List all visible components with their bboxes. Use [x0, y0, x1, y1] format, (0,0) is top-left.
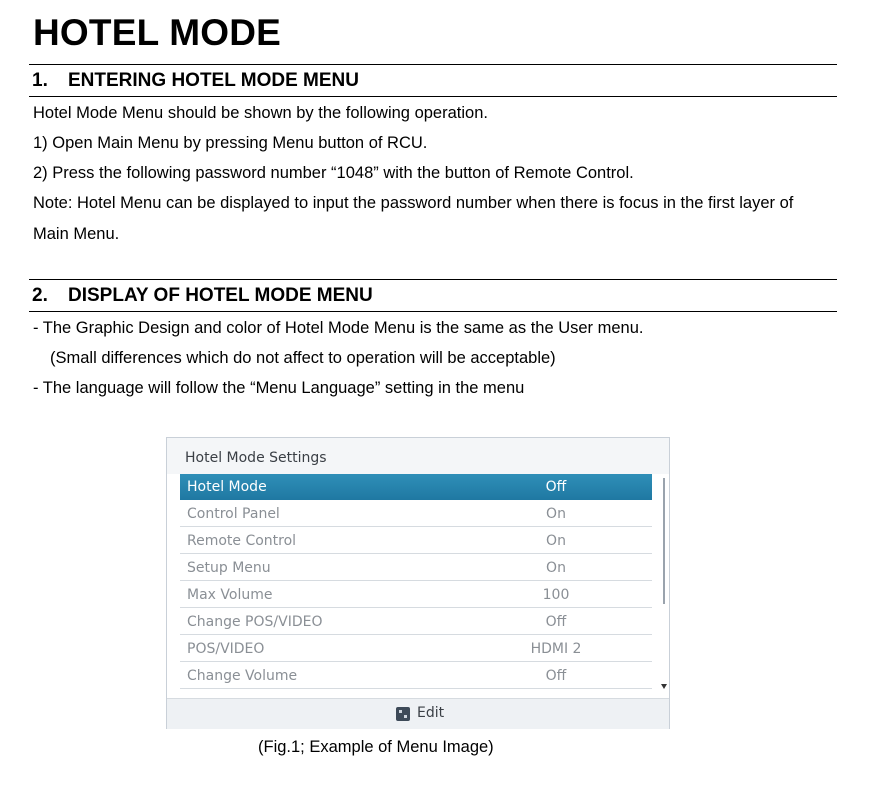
- menu-footer: [167, 698, 669, 729]
- section-1-note: Note: Hotel Menu can be displayed to input the password number when there is focus in the first layer of: [33, 194, 794, 212]
- menu-row-value: HDMI 2: [530, 641, 582, 657]
- menu-row-label: Remote Control: [187, 533, 297, 549]
- menu-row-change-volume[interactable]: [180, 663, 652, 689]
- section-1-note-cont: Main Menu.: [33, 225, 120, 243]
- menu-row-value: On: [546, 560, 566, 576]
- section-2-title: DISPLAY OF HOTEL MODE MENU: [68, 285, 373, 306]
- menu-row-remote-control[interactable]: [180, 528, 652, 554]
- menu-row-hotel-mode[interactable]: [180, 474, 652, 500]
- menu-row-value: 100: [542, 587, 570, 603]
- menu-row-label: Change POS/VIDEO: [187, 614, 323, 630]
- menu-row-max-volume[interactable]: [180, 582, 652, 608]
- menu-row-label: Change Volume: [187, 668, 298, 684]
- section-1-heading: [29, 64, 837, 97]
- section-1-line: 2) Press the following password number “1048” with the button of Remote Control.: [33, 164, 634, 182]
- menu-row-setup-menu[interactable]: [180, 555, 652, 581]
- section-1-line: 1) Open Main Menu by pressing Menu button of RCU.: [33, 134, 428, 152]
- menu-row-value: On: [546, 533, 566, 549]
- section-2-line: - The language will follow the “Menu Language” setting in the menu: [33, 379, 525, 397]
- section-2-line: (Small differences which do not affect to operation will be acceptable): [50, 349, 556, 367]
- section-2-number: 2.: [32, 285, 48, 306]
- section-2-line: - The Graphic Design and color of Hotel Mode Menu is the same as the User menu.: [33, 319, 644, 337]
- figure-caption: (Fig.1; Example of Menu Image): [258, 738, 494, 756]
- menu-row-control-panel[interactable]: [180, 501, 652, 527]
- edit-label: Edit: [417, 705, 445, 721]
- menu-row-value: Off: [545, 479, 567, 495]
- section-1-number: 1.: [32, 70, 48, 91]
- menu-row-label: Max Volume: [187, 587, 273, 603]
- section-1-line: Hotel Mode Menu should be shown by the following operation.: [33, 104, 488, 122]
- section-2-heading: [29, 279, 837, 312]
- menu-row-label: Control Panel: [187, 506, 280, 522]
- edit-icon: [396, 707, 410, 721]
- menu-row-pos-video[interactable]: [180, 636, 652, 662]
- menu-row-label: Setup Menu: [187, 560, 271, 576]
- menu-title: Hotel Mode Settings: [185, 450, 327, 466]
- scroll-down-arrow-icon[interactable]: [661, 684, 667, 689]
- menu-row-value: Off: [545, 614, 567, 630]
- menu-row-value: On: [546, 506, 566, 522]
- menu-row-value: Off: [545, 668, 567, 684]
- menu-row-change-pos-video[interactable]: [180, 609, 652, 635]
- document-title: HOTEL MODE: [33, 12, 281, 53]
- menu-scrollbar[interactable]: [663, 478, 665, 604]
- menu-row-label: POS/VIDEO: [187, 641, 265, 657]
- section-1-title: ENTERING HOTEL MODE MENU: [68, 70, 359, 91]
- hotel-mode-menu-image: [166, 437, 670, 729]
- menu-row-label: Hotel Mode: [187, 479, 267, 495]
